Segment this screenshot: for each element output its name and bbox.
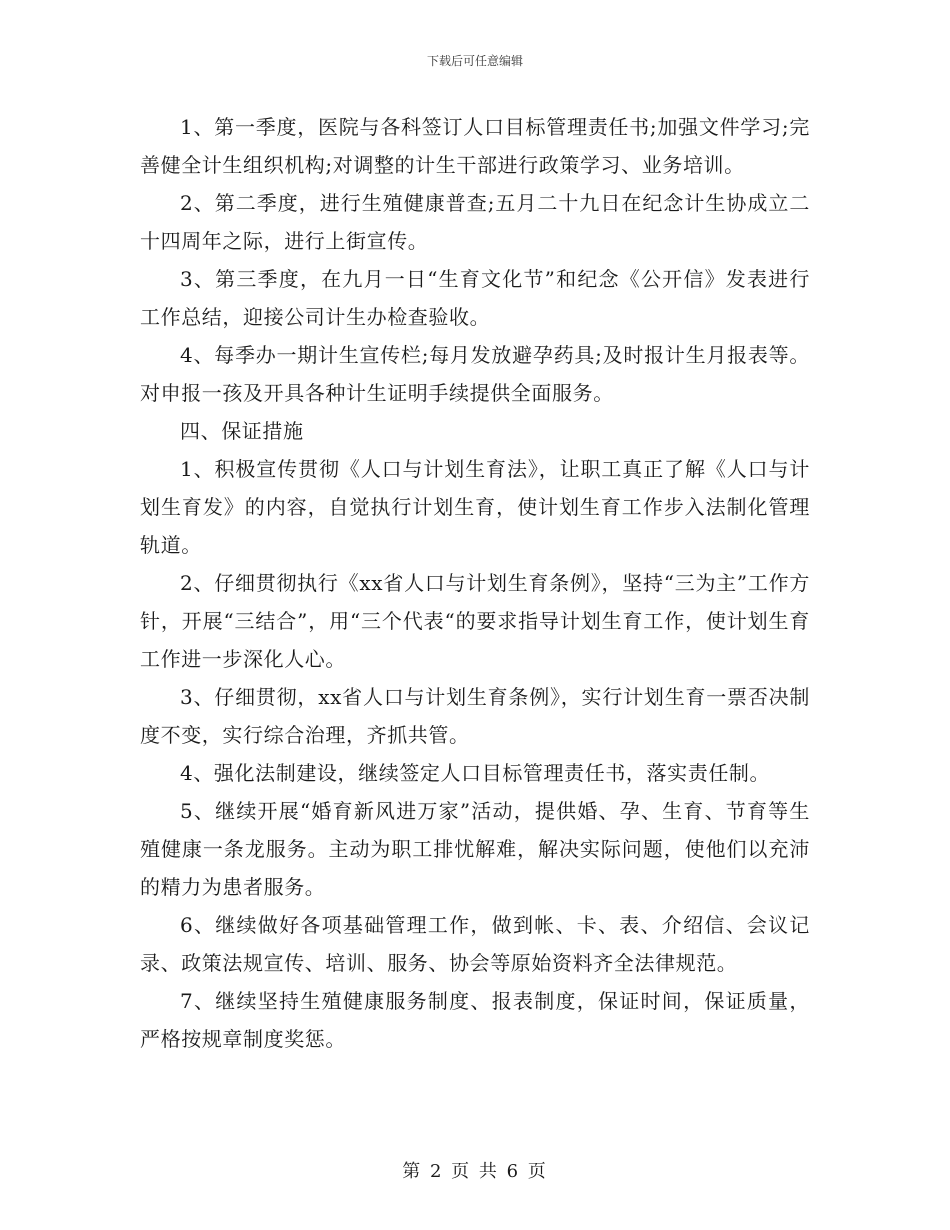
paragraph-measure-2: 2、仔细贯彻执行《xx省人口与计划生育条例》，坚持“三为主”工作方针，开展“三结合”，用“三个代表“的要求指导计划生育工作，使计划生育工作进一步深化人心。 xyxy=(140,571,810,671)
paragraph-measure-1: 1、积极宣传贯彻《人口与计划生育法》，让职工真正了解《人口与计划生育发》的内容，自觉执行计划生育，使计划生育工作步入法制化管理轨道。 xyxy=(140,457,810,557)
paragraph-measure-6: 6、继续做好各项基础管理工作，做到帐、卡、表、介绍信、会议记录、政策法规宣传、培训、服务、协会等原始资料齐全法律规范。 xyxy=(140,913,810,975)
paragraph-measure-7: 7、继续坚持生殖健康服务制度、报表制度，保证时间，保证质量，严格按规章制度奖惩。 xyxy=(140,989,810,1051)
document-body xyxy=(140,108,810,1058)
paragraph-q1: 1、第一季度，医院与各科签订人口目标管理责任书;加强文件学习;完善健全计生组织机构;对调整的计生干部进行政策学习、业务培训。 xyxy=(140,115,810,177)
page-number: 第 2 页 共 6 页 xyxy=(402,1161,548,1182)
paragraph-measure-5: 5、继续开展“婚育新风进万家”活动，提供婚、孕、生育、节育等生殖健康一条龙服务。主动为职工排忧解难，解决实际问题，使他们以充沛的精力为患者服务。 xyxy=(140,799,810,899)
paragraph-measure-4: 4、强化法制建设，继续签定人口目标管理责任书，落实责任制。 xyxy=(180,761,771,785)
page-header: 下载后可任意编辑 xyxy=(426,54,523,68)
paragraph-q2: 2、第二季度，进行生殖健康普查;五月二十九日在纪念计生协成立二十四周年之际，进行上街宣传。 xyxy=(140,191,810,253)
paragraph-q3: 3、第三季度，在九月一日“生育文化节”和纪念《公开信》发表进行工作总结，迎接公司计生办检查验收。 xyxy=(140,267,810,329)
section-heading-measures: 四、保证措施 xyxy=(180,419,304,443)
paragraph-q4: 4、每季办一期计生宣传栏;每月发放避孕药具;及时报计生月报表等。对申报一孩及开具各种计生证明手续提供全面服务。 xyxy=(140,343,810,405)
paragraph-measure-3: 3、仔细贯彻，xx省人口与计划生育条例》，实行计划生育一票否决制度不变，实行综合治理，齐抓共管。 xyxy=(140,685,810,747)
